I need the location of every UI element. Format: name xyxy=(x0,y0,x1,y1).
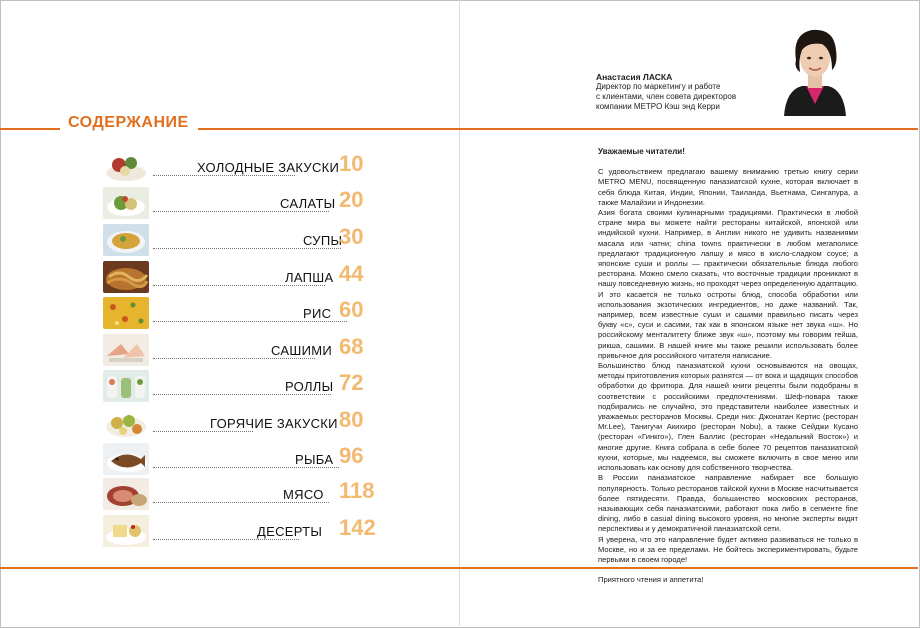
toc-item-sashimi[interactable] xyxy=(103,334,369,366)
toc-page-number: 72 xyxy=(339,370,364,395)
letter-paragraph: Большинство блюд паназиатской кухни основываются на овощах, методы приготовления которых разнятся — от вока и щадящих способов обработки до фритюра. Для нашей книги рецепты были подобраны в соответствии с российскими предпочтениями. Шеф-повара также подбирались не случайно, это представители наиболее известных и уважаемых ресторанов Москвы. Среди них: Джонатан Кертис (ресторан Mr.Lee), Танигучи Акихиро (ресторан Nobu), а также Сейджи Кусано (ресторан «Гинкго»), Глен Баллис (ресторан «Недальний Восток») и многие другие. Книга собрала в себе более 70 рецептов паназиатской кухни, которые, мы надеемся, вы сможете включить в свое меню или использовать как основу для собственного творчества. xyxy=(598,361,858,473)
toc-title: СОДЕРЖАНИЕ xyxy=(68,114,189,131)
toc-page-number: 30 xyxy=(339,224,364,249)
toc-label: САЛАТЫ xyxy=(280,196,336,211)
letter-paragraph: Я уверена, что это направление будет активно развиваться не только в Москве, но и за ее пределами. Не бойтесь экспериментировать, будьте первыми в своем городе! xyxy=(598,534,858,564)
toc-label: РОЛЛЫ xyxy=(285,379,334,394)
header-rule-left xyxy=(0,128,60,130)
toc-label: ЛАПША xyxy=(285,270,334,285)
toc-leader xyxy=(153,248,341,249)
author-role-line: Директор по маркетингу и работе xyxy=(596,82,721,91)
toc-label: ДЕСЕРТЫ xyxy=(257,524,323,539)
food-photo-rolls xyxy=(103,370,149,402)
toc-label: РЫБА xyxy=(295,452,334,467)
toc-leader xyxy=(153,502,329,503)
food-photo-soups xyxy=(103,224,149,256)
toc-page-number: 80 xyxy=(339,407,364,432)
toc-leader xyxy=(153,321,347,322)
toc-item-fish[interactable] xyxy=(103,443,369,475)
food-photo-hot-appetizers xyxy=(103,407,149,439)
toc-leader xyxy=(153,358,315,359)
toc-leader xyxy=(153,175,295,176)
toc-item-rolls[interactable] xyxy=(103,370,369,402)
food-photo-desserts xyxy=(103,515,149,547)
toc-leader xyxy=(153,394,331,395)
toc-label: ХОЛОДНЫЕ ЗАКУСКИ xyxy=(197,160,340,175)
toc-item-rice[interactable] xyxy=(103,297,369,329)
toc-leader xyxy=(153,285,325,286)
toc-page-number: 118 xyxy=(339,478,375,503)
toc-page-number: 44 xyxy=(339,261,364,286)
author-role-line: компании METPO Кэш энд Керри xyxy=(596,102,720,111)
toc-leader xyxy=(153,467,339,468)
author-portrait xyxy=(778,20,852,116)
toc-label: МЯСО xyxy=(283,487,324,502)
author-name: Анастасия ЛАСКА xyxy=(596,72,673,82)
toc-page-number: 96 xyxy=(339,443,364,468)
toc-item-desserts[interactable] xyxy=(103,515,376,547)
toc-item-soups[interactable] xyxy=(103,224,369,256)
toc-page-number: 142 xyxy=(339,515,376,540)
author-role-line: с клиентами, член совета директоров xyxy=(596,92,737,101)
page-gutter xyxy=(459,0,460,626)
toc-label: СУПЫ xyxy=(303,233,343,248)
toc-page-number: 68 xyxy=(339,334,364,359)
letter-paragraph: В России паназиатское направление набирает все большую популярность. Только ресторанов тайской кухни в Москве насчитывается более пятидесяти. Правда, большинство московских ресторанов, называющих себя паназиатскими, работают пока либо в сегменте fine dining, либо в casual dining высокого уровня, но многие эксперты видят перспективы и у демократичной паназиатской сети. xyxy=(598,473,858,534)
letter-greeting: Уважаемые читатели! xyxy=(598,147,685,156)
toc-item-salads[interactable] xyxy=(103,187,369,219)
food-photo-salads xyxy=(103,187,149,219)
toc-item-cold-appetizers[interactable] xyxy=(103,151,369,183)
toc-item-noodles[interactable] xyxy=(103,261,369,293)
letter-paragraph: Азия богата своими кулинарными традициями. Практически в любой стране мира вы можете найти рестораны китайской, японской или индийской кухни. Например, в Англии никого не удивить названиями масала или чатни; china towns практически в любом мегаполисе предлагают традиционную лапшу и мясо в кисло-сладком соусе; а японские суши и роллы — практически обязательные блюда любого ресторана. Можно смело сказать, что восточные традиции проникают в нашу повседневную жизнь, но проходят через определенную адаптацию. И это касается не только остроты блюд, способа обработки или использования экзотических ингредиентов, но даже названий. Так, например, всем известные суши и сашими правильно писать через букву «с», суси и сасими, так как в японском языке нет звука «ш». Но российскому менталитету ближе звук «ш», поэтому мы говорим гейша, рикша, сашими. В нашей книге мы также решили использовать более привычное для российского читателя написание. xyxy=(598,208,859,360)
food-photo-cold-appetizers xyxy=(103,151,149,183)
food-photo-rice xyxy=(103,297,149,329)
toc-page-number: 10 xyxy=(339,151,364,176)
toc-leader xyxy=(153,211,329,212)
food-photo-meat xyxy=(103,478,149,510)
letter-paragraph: С удовольствием предлагаю вашему вниманию третью книгу серии METRO MENU, посвященную паназиатской кухне, которая включает в себя блюда Китая, Индии, Японии, Таиланда, Вьетнама, Сингапура, а также Малайзии и Индонезии. xyxy=(598,167,858,207)
header-rule-right xyxy=(198,128,918,130)
food-photo-noodles xyxy=(103,261,149,293)
food-photo-sashimi xyxy=(103,334,149,366)
editorial-letter xyxy=(598,147,858,585)
toc-leader xyxy=(153,539,299,540)
toc-label: РИС xyxy=(303,306,332,321)
food-photo-fish xyxy=(103,443,149,475)
toc-page-number: 60 xyxy=(339,297,364,322)
toc-leader xyxy=(153,431,253,432)
toc-page-number: 20 xyxy=(339,187,364,212)
author-caption xyxy=(596,72,776,112)
toc-item-meat[interactable] xyxy=(103,478,375,510)
toc-label: САШИМИ xyxy=(271,343,333,358)
toc-item-hot-appetizers[interactable] xyxy=(103,407,369,439)
toc-label: ГОРЯЧИЕ ЗАКУСКИ xyxy=(210,416,338,431)
letter-closing: Приятного чтения и аппетита! xyxy=(598,575,704,585)
